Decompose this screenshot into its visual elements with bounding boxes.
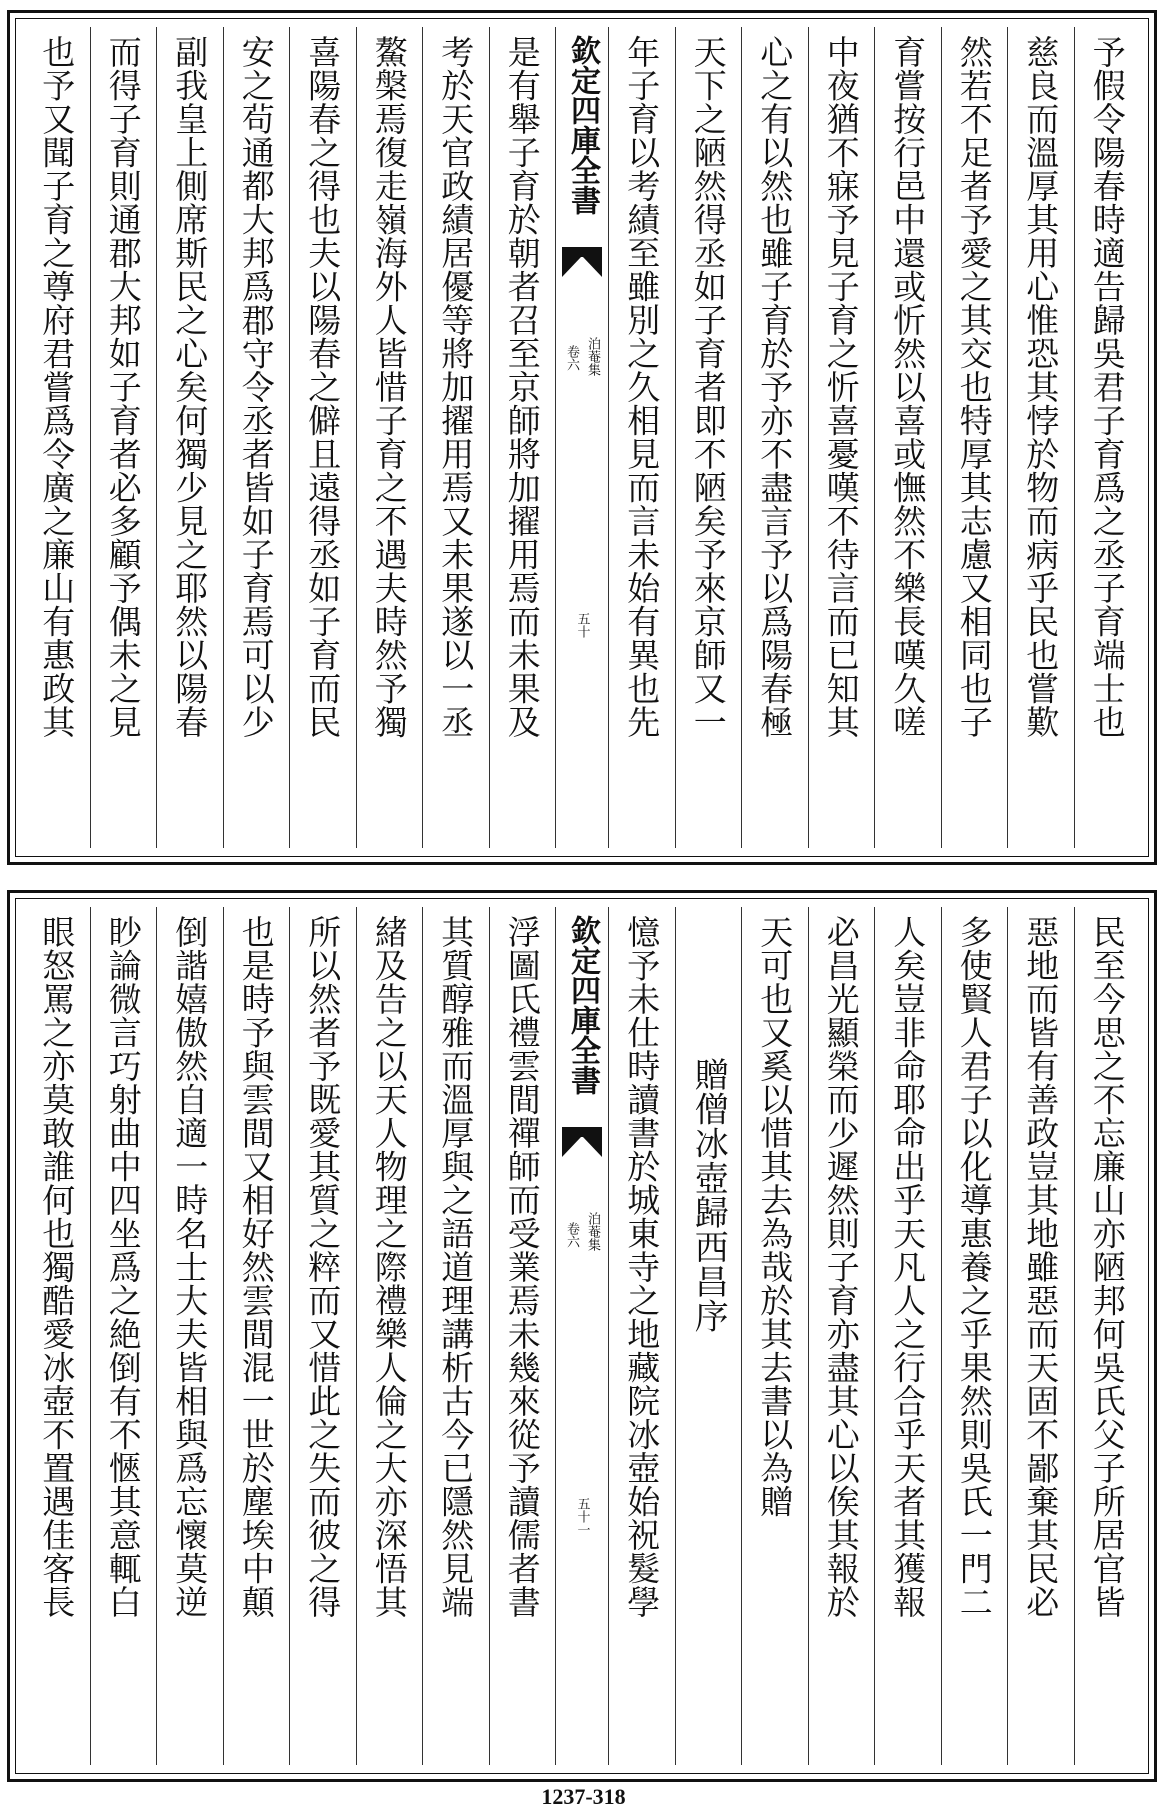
text-column: 憶予未仕時讀書於城東寺之地藏院冰壺始祝髮學: [608, 907, 675, 1765]
top-page: [7, 10, 1157, 865]
text-column: 然若不足者予愛之其交也特厚其志慮又相同也子: [941, 27, 1008, 848]
text-column: 鰲槃焉復走嶺海外人皆惜子育之不遇夫時然予獨: [356, 27, 423, 848]
text-column: 其質醇雅而溫厚與之語道理講析古今已隱然見端: [422, 907, 489, 1765]
text-column: 所以然者予既愛其質之粹而又惜此之失而彼之得: [289, 907, 356, 1765]
volume-number: 卷六: [564, 1222, 579, 1248]
text-column: 眼怒罵之亦莫敢誰何也獨酷愛冰壺不置遇佳客長: [37, 915, 77, 1619]
text-column: 天可也又奚以惜其去為哉於其去書以為贈: [741, 907, 808, 1765]
text-column: 惡地而皆有善政豈其地雖惡而天固不鄙棄其民必: [1007, 907, 1074, 1765]
text-column: 浮圖氏禮雲間禪師而受業焉未幾來從予讀儒者書: [489, 907, 556, 1765]
text-column: 副我皇上側席斯民之心矣何獨少見之耶然以陽春: [156, 27, 223, 848]
text-column: 年子育以考績至雖別之久相見而言未始有異也先: [608, 27, 675, 848]
text-column: 中夜猶不寐予見子育之忻喜憂嘆不待言而已知其: [808, 27, 875, 848]
text-column: 育嘗按行邑中還或忻然以喜或憮然不樂長嘆久嗟: [874, 27, 941, 848]
text-column: 多使賢人君子以化導惠養之乎果然則吳氏一門二: [941, 907, 1008, 1765]
text-column: 予假令陽春時適告歸吳君子育爲之丞子育端士也: [1074, 27, 1141, 848]
volume-number: 卷六: [564, 345, 579, 371]
text-column: 倒諧嬉傲然自適一時名士大夫皆相與爲忘懷莫逆: [156, 907, 223, 1765]
center-fold: [555, 907, 608, 1765]
text-column: 喜陽春之得也夫以陽春之僻且遠得丞如子育而民: [289, 27, 356, 848]
essay-title: 贈僧冰壺歸西昌序: [688, 1057, 729, 1333]
text-column: 民至今思之不忘廉山亦陋邦何吳氏父子所居官皆: [1074, 907, 1141, 1765]
folio-number: 五十: [574, 612, 590, 638]
essay-title-column: [675, 907, 742, 1765]
library-title: 欽定四庫全書: [565, 915, 600, 1095]
center-fold: [555, 27, 608, 848]
library-title: 欽定四庫全書: [565, 35, 600, 215]
folio-number: 五十一: [574, 1497, 590, 1536]
collection-name: 泊菴集: [585, 1212, 600, 1251]
text-column: 必昌光顯榮而少遲然則子育亦盡其心以俟其報於: [808, 907, 875, 1765]
text-column: 人矣豈非命耶命出乎天凡人之行合乎天者其獲報: [874, 907, 941, 1765]
text-column: 也予又聞子育之尊府君嘗爲令廣之廉山有惠政其: [37, 35, 77, 739]
text-column: 眇論微言巧射曲中四坐爲之絶倒有不愜其意輒白: [90, 907, 157, 1765]
top-columns: [24, 27, 1140, 848]
page-number: 1237-318: [541, 1784, 626, 1809]
text-column: 而得子育則通郡大邦如子育者必多顧予偶未之見: [90, 27, 157, 848]
text-column: 緒及告之以天人物理之際禮樂人倫之大亦深悟其: [356, 907, 423, 1765]
text-column: 是有舉子育於朝者召至京師將加擢用焉而未果及: [489, 27, 556, 848]
text-column: 心之有以然也雖子育於予亦不盡言予以爲陽春極: [741, 27, 808, 848]
fishtail-mark: [562, 1127, 602, 1161]
bottom-page: [7, 890, 1157, 1782]
fishtail-mark: [562, 247, 602, 281]
text-column: 考於天官政績居優等將加擢用焉又未果遂以一丞: [422, 27, 489, 848]
text-column: 也是時予與雲間又相好然雲間混一世於塵埃中顛: [223, 907, 290, 1765]
text-column: 慈良而溫厚其用心惟恐其悖於物而病乎民也嘗歎: [1007, 27, 1074, 848]
collection-name: 泊菴集: [585, 337, 600, 376]
text-column: 天下之陋然得丞如子育者即不陋矣予來京師又一: [675, 27, 742, 848]
text-column: 安之茍通都大邦爲郡守令丞者皆如子育焉可以少: [223, 27, 290, 848]
bottom-columns: [24, 907, 1140, 1765]
